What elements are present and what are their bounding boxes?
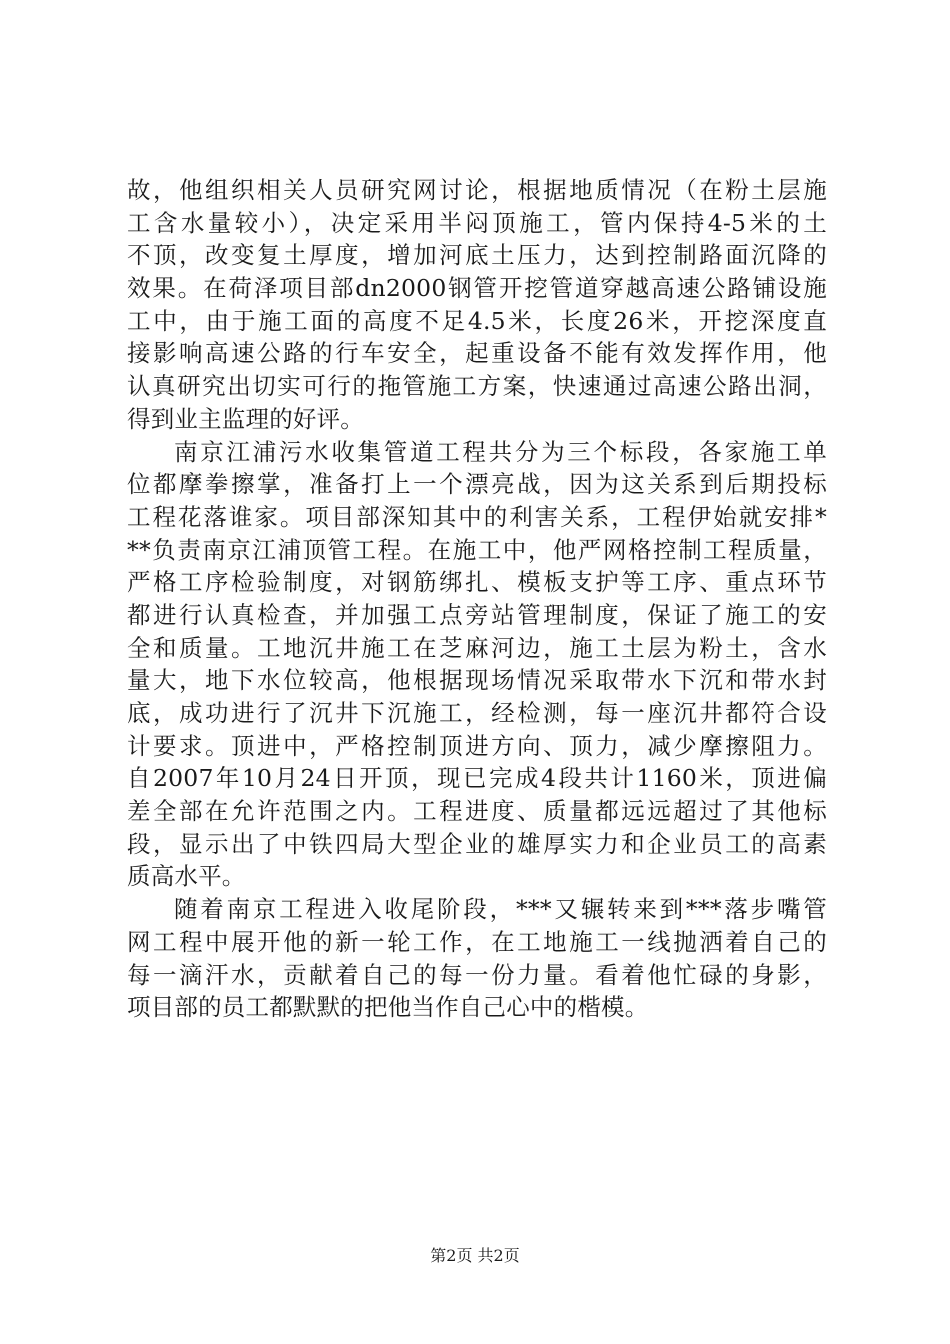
text-line: 计要求。顶进中，严格控制顶进方向、顶力，减少摩擦阻力。 — [127, 731, 827, 760]
text-line: 工含水量较小），决定采用半闷顶施工，管内保持4-5米的土 — [127, 208, 827, 237]
text-line: 效果。在荷泽项目部dn2000钢管开挖管道穿越高速公路铺设施 — [127, 274, 827, 303]
text-line: 质高水平。 — [127, 862, 246, 891]
text-line: 认真研究出切实可行的拖管施工方案，快速通过高速公路出洞， — [127, 372, 827, 401]
text-line: 每一滴汗水，贡献着自己的每一份力量。看着他忙碌的身影， — [127, 960, 827, 989]
text-line: 全和质量。工地沉井施工在芝麻河边，施工土层为粉土，含水 — [127, 633, 827, 662]
text-line: 段，显示出了中铁四局大型企业的雄厚实力和企业员工的高素 — [127, 829, 827, 858]
text-line: 故，他组织相关人员研究网讨论，根据地质情况（在粉土层施 — [127, 176, 827, 204]
text-line: 都进行认真检查，并加强工点旁站管理制度，保证了施工的安 — [127, 600, 827, 629]
text-line: 差全部在允许范围之内。工程进度、质量都远远超过了其他标 — [127, 797, 827, 826]
text-line: 自2007年10月24日开顶，现已完成4段共计1160米，顶进偏 — [127, 764, 827, 793]
text-line: 位都摩拳擦掌，准备打上一个漂亮战，因为这关系到后期投标 — [127, 470, 827, 499]
text-line: 接影响高速公路的行车安全，起重设备不能有效发挥作用，他 — [127, 339, 827, 368]
text-line: 网工程中展开他的新一轮工作，在工地施工一线抛洒着自己的 — [127, 927, 827, 956]
document-body — [127, 174, 827, 1024]
text-line: 不顶，改变复土厚度，增加河底土压力，达到控制路面沉降的 — [127, 241, 827, 270]
text-line: 工中，由于施工面的高度不足4.5米，长度26米，开挖深度直 — [127, 306, 827, 335]
text-line: 底，成功进行了沉井下沉施工，经检测，每一座沉井都符合设 — [127, 699, 827, 727]
text-line: **负责南京江浦顶管工程。在施工中，他严网格控制工程质量， — [127, 535, 827, 564]
text-line: 量大，地下水位较高，他根据现场情况采取带水下沉和带水封 — [127, 666, 827, 695]
page-number-footer: 第2页 共2页 — [430, 1246, 520, 1265]
text-line: 严格工序检验制度，对钢筋绑扎、模板支护等工序、重点环节 — [127, 568, 827, 597]
text-line: 工程花落谁家。项目部深知其中的利害关系，工程伊始就安排* — [127, 502, 827, 531]
text-line: 南京江浦污水收集管道工程共分为三个标段，各家施工单 — [174, 437, 827, 466]
text-line: 项目部的员工都默默的把他当作自己心中的楷模。 — [127, 993, 649, 1022]
text-line: 随着南京工程进入收尾阶段，***又辗转来到***落步嘴管 — [174, 895, 827, 924]
text-line: 得到业主监理的好评。 — [127, 404, 364, 433]
